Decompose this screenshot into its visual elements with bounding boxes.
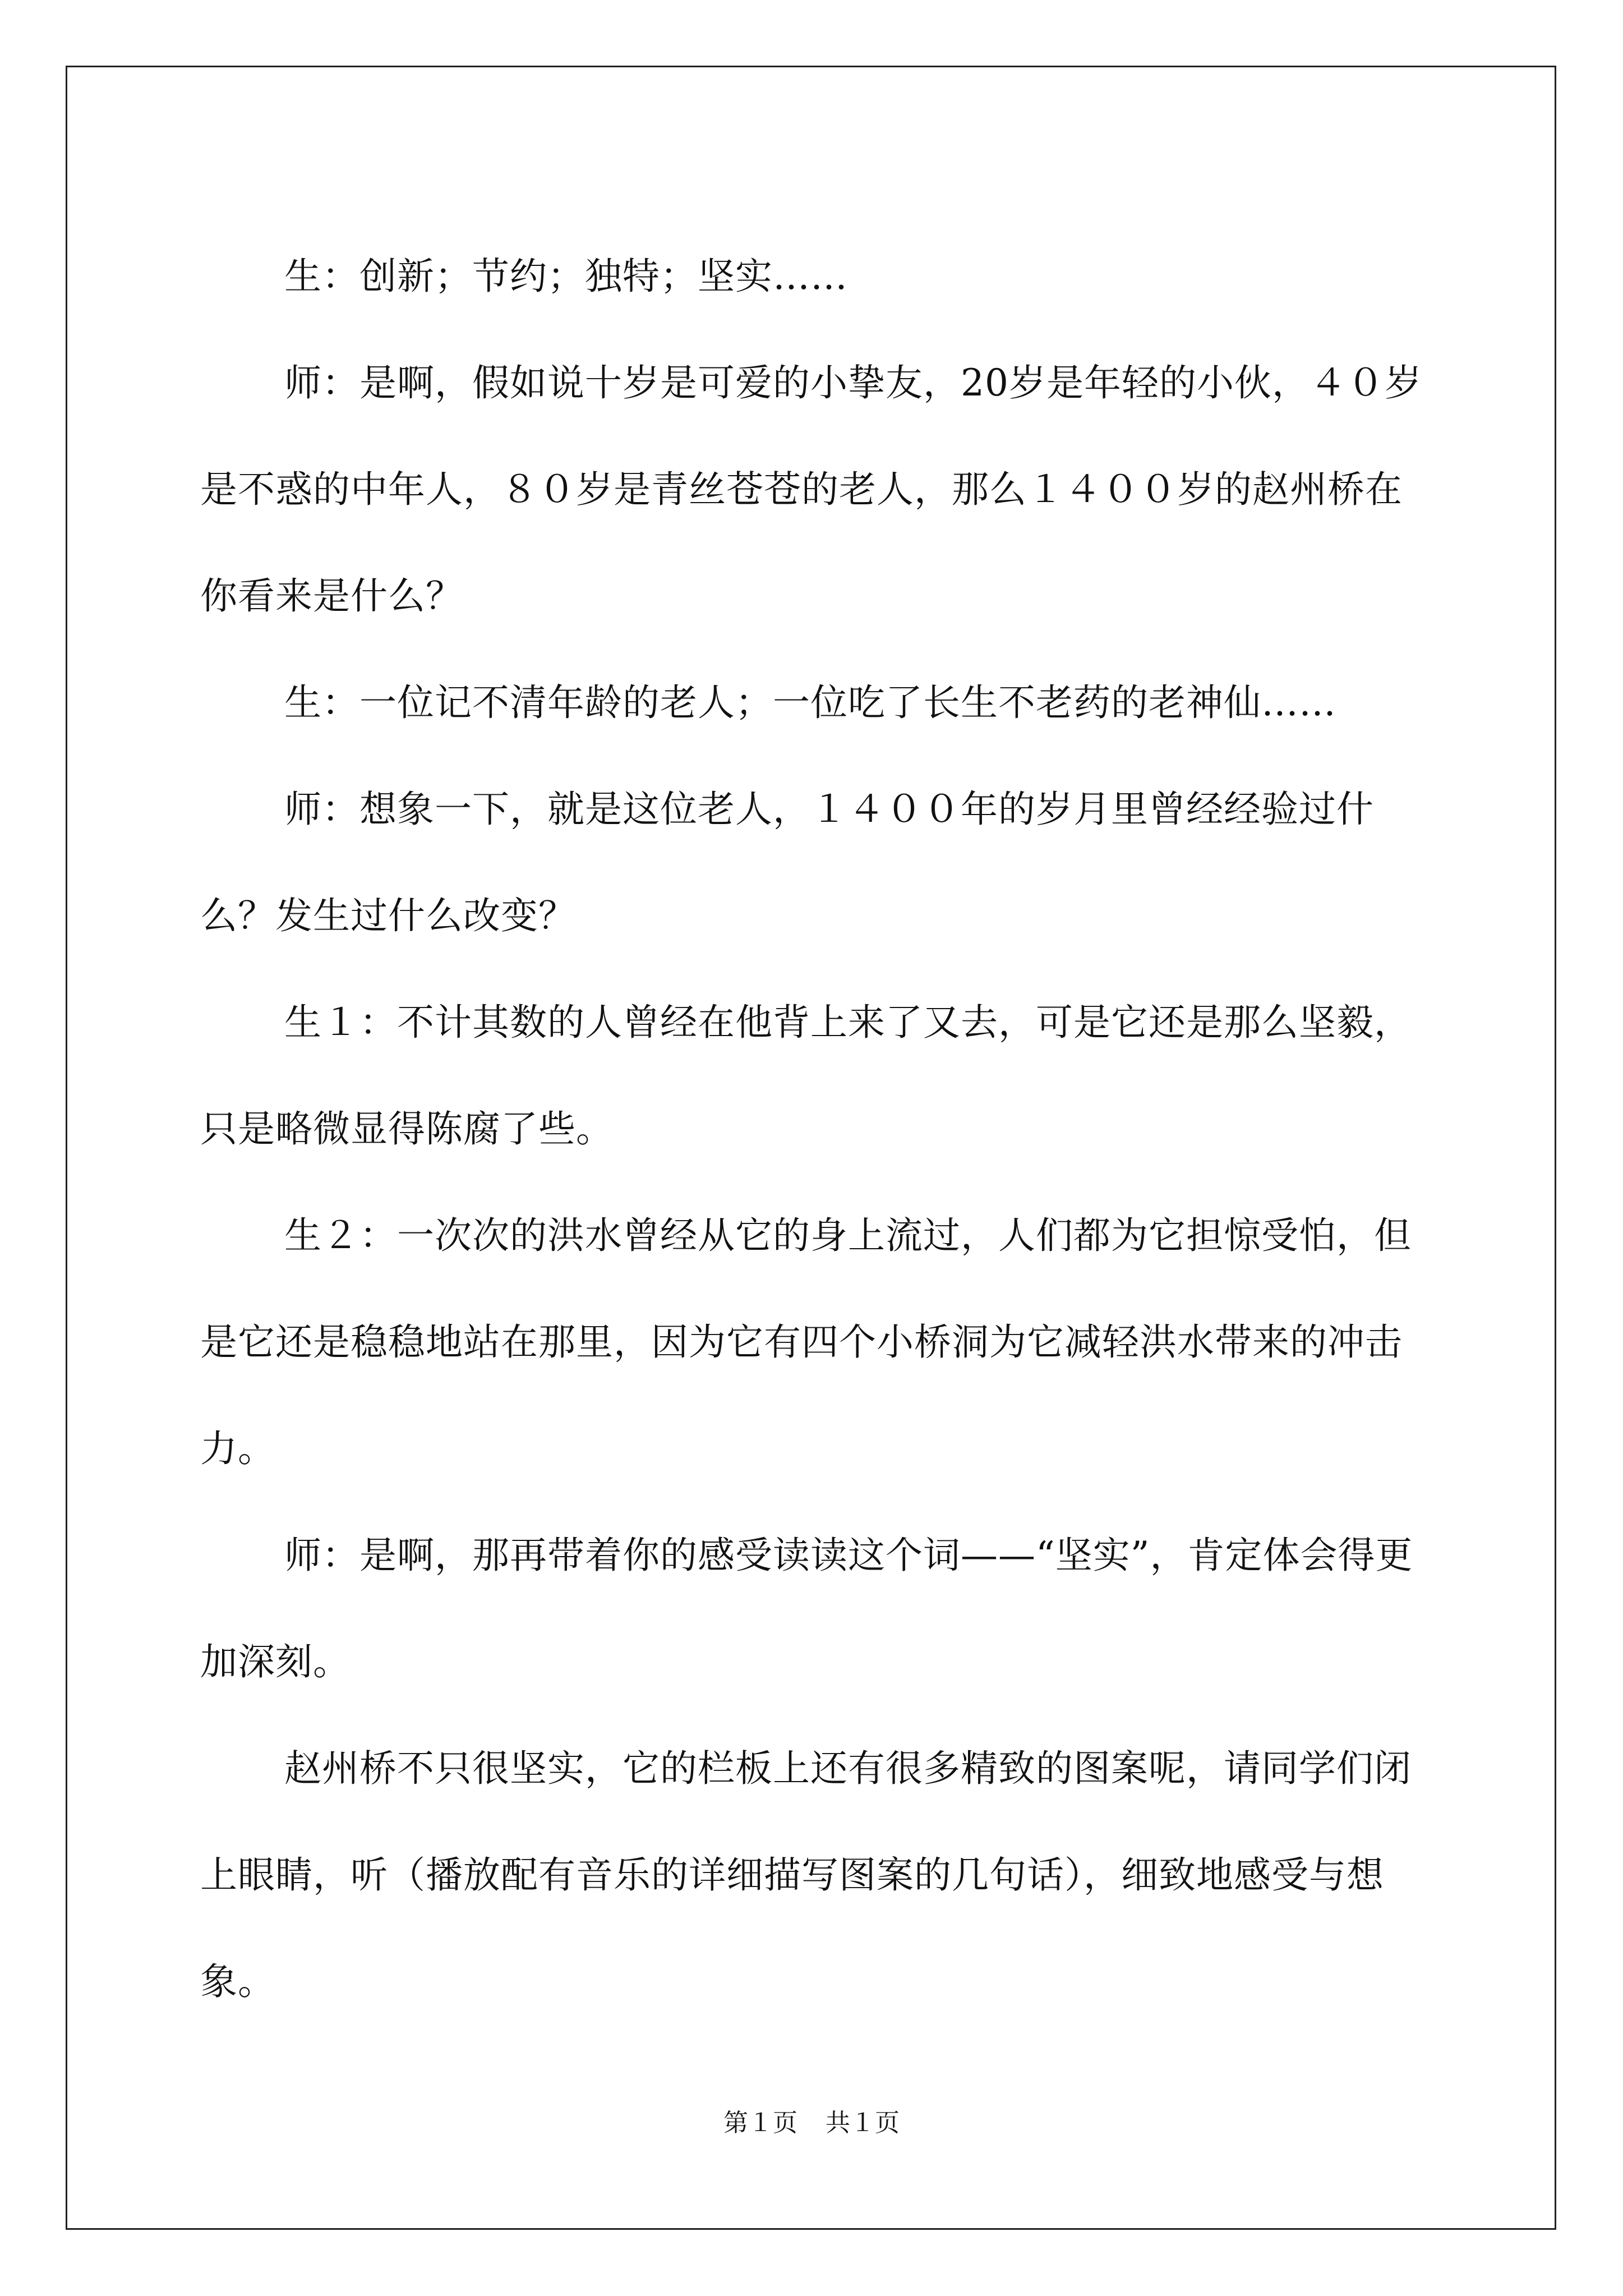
document-body [200,223,1434,2035]
page-footer [0,2106,1623,2140]
paragraph-4: 师：想象一下，就是这位老人，１４００年的岁月里曾经经验过什么？发生过什么改变？ [200,788,1374,937]
paragraph-8: 赵州桥不只很坚实，它的栏板上还有很多精致的图案呢，请同学们闭上眼睛，听（播放配有音乐的详细描写图案的几句话），细致地感受与想象。 [200,1747,1412,2003]
page-number: 第１页 [723,2109,797,2137]
paragraph-2: 师：是啊，假如说十岁是可爱的小挚友，20岁是年轻的小伙，４０岁是不惑的中年人，８０岁是青丝苍苍的老人，那么１４００岁的赵州桥在你看来是什么？ [200,361,1422,618]
page-total: 共１页 [826,2109,900,2137]
paragraph-1: 生：创新；节约；独特；坚实…… [284,255,848,298]
paragraph-7: 师：是啊，那再带着你的感受读读这个词——“坚实”，肯定体会得更加深刻。 [200,1534,1413,1683]
paragraph-5: 生１：不计其数的人曾经在他背上来了又去，可是它还是那么坚毅，只是略微显得陈腐了些。 [200,1001,1412,1151]
paragraph-6: 生２：一次次的洪水曾经从它的身上流过，人们都为它担惊受怕，但是它还是稳稳地站在那里，因为它有四个小桥洞为它减轻洪水带来的冲击力。 [200,1214,1412,1470]
paragraph-3: 生：一位记不清年龄的老人；一位吃了长生不老药的老神仙…… [284,681,1336,724]
